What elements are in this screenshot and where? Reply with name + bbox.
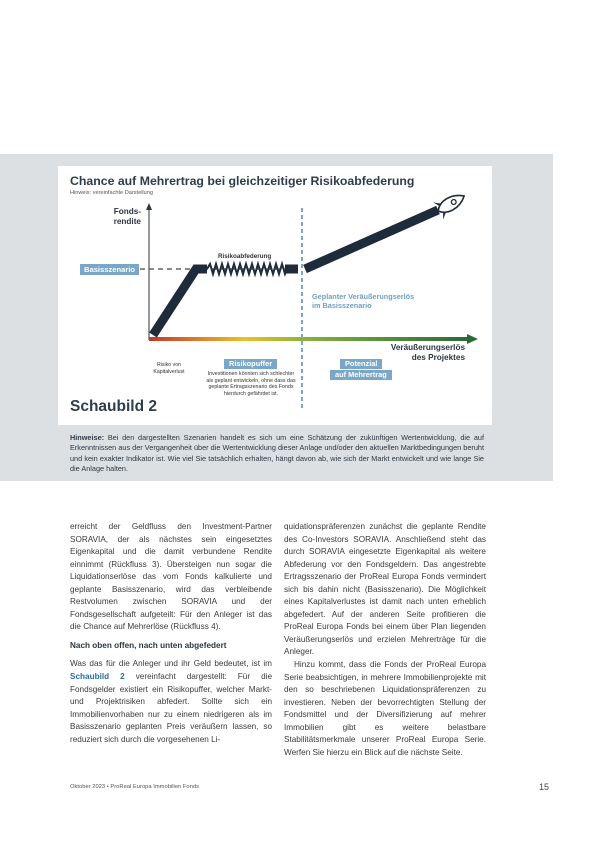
- page-number: 15: [539, 782, 550, 792]
- chart-subtitle: Hinweis: vereinfachte Darstellung: [70, 190, 154, 196]
- x-axis-label: Veräußerungserlös des Projektes: [390, 343, 465, 362]
- performance-line-up: [305, 210, 438, 269]
- paragraph: quidationspräferenzen zunächst die geplante Rendite des Co-Investors SORAVIA. Anschließend steht das durch SORAVIA eingesetzte Eigenkapital als weitere Abfederung vor den Fondsgeldern. Das angestrebte Ertragsszenario der ProReal Europa Fonds vermindert sich bis dahin nicht (Basisszenario). Die Möglichkeit eines Kapitalverlustes ist damit nach unten erheblich abgefedert. Auf der anderen Seite profitieren die ProReal Europa Fonds bei einem über Plan liegenden Veräußerungserlös und erzielen Mehrerträge für die Anleger.: [284, 522, 486, 657]
- section-heading: Nach oben offen, nach unten abgefedert: [70, 640, 227, 650]
- capital-loss-label: Risiko von Kapitalverlust: [153, 362, 185, 375]
- disclaimer-note: [70, 433, 484, 475]
- paragraph-text: Was das für die Anleger und ihr Geld bedeutet, ist im: [70, 659, 272, 669]
- disclaimer-text: Bei den dargestellten Szenarien handelt es sich um eine Schätzung der zukünftigen Wertentwicklung, die auf Erkenntnissen aus der Vergangenheit über die Wertentwicklung dieser Anlage und/oder den aktuellen Marktbedingungen beruht und kein exakter Indikator ist. Wie viel Sie tatsächlich erhalten, hängt davon ab, wie sich der Markt entwickelt und wie lange Sie die Anlage halten.: [70, 433, 484, 474]
- extra-return-badge: auf Mehrertrag: [330, 370, 392, 380]
- basis-scenario-badge: Basisszenario: [80, 264, 139, 275]
- potential-badge: Potenzial: [340, 359, 382, 369]
- figure-label: Schaubild 2: [70, 398, 157, 415]
- risk-buffer-badge: Risikopuffer: [224, 359, 277, 369]
- y-axis-label: Fonds- rendite: [113, 207, 141, 226]
- rocket-icon: [433, 187, 469, 219]
- footer-text: Oktober 2023 • ProReal Europa Immobilien Fonds: [70, 784, 199, 790]
- paragraph: [70, 658, 272, 746]
- text-column-left: [70, 521, 272, 746]
- risk-buffer-note: Investitionen könnten sich schlechter als geplant entwickeln, ohne dass das geplante Ertragsszenario des Fonds hierdurch gefährdet ist.: [206, 371, 296, 397]
- performance-line: [153, 269, 207, 335]
- risk-cushion-spring: [207, 264, 287, 274]
- x-axis: [149, 337, 468, 341]
- paragraph: Hinzu kommt, dass die Fonds der ProReal Europa Serie beabsichtigen, in mehrere Immobilienprojekte mit den so beschriebenen Liquidationspräferenzen zu investieren. Neben der bevorrechtigten Stellung der Fondsmittel und der Diversifizierung auf mehrer Immobilien gibt es weitere belastbare Stabilitätsmerkmale unserer ProReal Europa Serie. Werfen Sie hierzu ein Blick auf die nächste Seite.: [284, 660, 486, 757]
- disclaimer-label: Hinweise:: [70, 433, 105, 442]
- paragraph: erreicht der Geldfluss den Investment-Partner SORAVIA, der als nächstes sein eingesetztes Eigenkapital und die damit verbundene Rendite einnimmt (Rückfluss 3). Übersteigen nun sogar die Liquidationserlöse das vom Fonds kalkulierte und geplante Basisszenario, wird das verbleibende Restvolumen zwischen SORAVIA und der Fondsgesellschaft aufgeteilt: Für den Anleger ist das die Chance auf Mehrerlöse (Rückfluss 4).: [70, 522, 272, 632]
- chart-title: Chance auf Mehrertrag bei gleichzeitiger Risikoabfederung: [70, 174, 415, 188]
- risk-cushion-label: Risikoabfederung: [218, 253, 272, 260]
- planned-sale-label: Geplanter Veräußerungserlös im Basisszenario: [312, 292, 415, 310]
- text-column-right: [284, 521, 486, 759]
- y-axis-arrow: [146, 203, 152, 210]
- figure-reference-link[interactable]: Schaubild 2: [70, 672, 125, 682]
- x-axis-arrow: [467, 334, 478, 344]
- paragraph-text: vereinfacht dargestellt: Für die Fondsgelder existiert ein Risikopuffer, welcher Markt- und Projektrisiken abfedert. Sollte sich ein Immobilienvorhaben nur zu einem niedrigeren als im Basisszenario geplanten Preis veräußern lassen, so reduziert sich durch die vorgesehenen Li-: [70, 672, 273, 744]
